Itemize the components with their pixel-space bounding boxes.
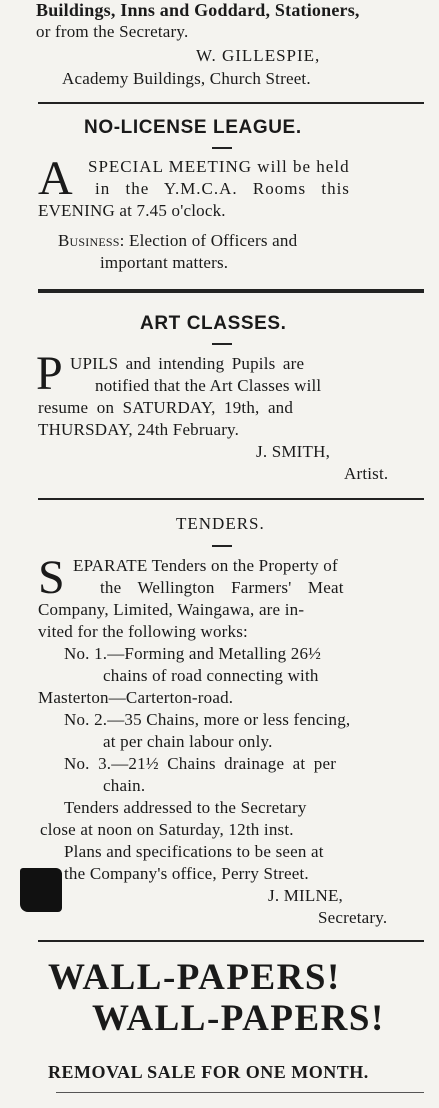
short-rule bbox=[212, 343, 232, 345]
removal-sale: REMOVAL SALE FOR ONE MONTH. bbox=[48, 1062, 369, 1082]
short-rule bbox=[212, 147, 232, 149]
divider bbox=[38, 498, 424, 500]
tenders-name: J. MILNE, bbox=[268, 886, 343, 905]
gillespie-name: W. GILLESPIE, bbox=[196, 46, 321, 65]
divider bbox=[38, 940, 424, 942]
tenders-line-1: EPARATE Tenders on the Property of bbox=[73, 556, 338, 575]
gillespie-line-2: or from the Secretary. bbox=[36, 22, 189, 41]
tenders-close-3: Plans and specifications to be seen at bbox=[64, 842, 324, 861]
art-classes-heading: ART CLASSES. bbox=[140, 313, 287, 334]
tenders-line-2: the Wellington Farmers' Meat bbox=[100, 578, 344, 597]
tenders-item-1a: No. 1.—Forming and Metalling 26½ bbox=[64, 644, 322, 663]
no-license-line-1: SPECIAL MEETING will be held bbox=[88, 157, 350, 176]
art-classes-line-3: resume on SATURDAY, 19th, and bbox=[38, 398, 294, 417]
short-rule bbox=[212, 545, 232, 547]
divider bbox=[38, 289, 424, 293]
tenders-item-3a: No. 3.—21½ Chains drainage at per bbox=[64, 754, 337, 773]
art-classes-line-1: UPILS and intending Pupils are bbox=[70, 354, 305, 373]
no-license-business bbox=[58, 231, 297, 251]
business-text: Election of Officers and bbox=[129, 231, 298, 250]
wallpapers-line-2: WALL-PAPERS! bbox=[92, 998, 385, 1039]
gillespie-address: Academy Buildings, Church Street. bbox=[62, 69, 311, 88]
gillespie-line-1: Buildings, Inns and Goddard, Stationers, bbox=[36, 0, 360, 20]
divider bbox=[38, 102, 424, 104]
tenders-close-2: close at noon on Saturday, 12th inst. bbox=[40, 820, 294, 839]
no-license-heading: NO-LICENSE LEAGUE. bbox=[84, 117, 302, 138]
tenders-item-2b: at per chain labour only. bbox=[103, 732, 273, 751]
tenders-line-4: vited for the following works: bbox=[38, 622, 248, 641]
tenders-item-1b: chains of road connecting with bbox=[103, 666, 319, 685]
tenders-dropcap: S bbox=[38, 551, 65, 604]
art-classes-title: Artist. bbox=[344, 464, 389, 483]
business-label: Business: bbox=[58, 231, 125, 250]
no-license-line-3: EVENING at 7.45 o'clock. bbox=[38, 201, 226, 220]
no-license-dropcap: A bbox=[38, 152, 73, 205]
divider bbox=[56, 1092, 424, 1093]
art-classes-name: J. SMITH, bbox=[256, 442, 331, 461]
tenders-item-2a: No. 2.—35 Chains, more or less fencing, bbox=[64, 710, 351, 729]
art-classes-line-2: notified that the Art Classes will bbox=[95, 376, 322, 395]
tenders-heading: TENDERS. bbox=[176, 514, 265, 533]
tenders-line-3: Company, Limited, Waingawa, are in- bbox=[38, 600, 305, 619]
wallpapers-line-1: WALL-PAPERS! bbox=[48, 957, 341, 998]
art-classes-dropcap: P bbox=[36, 347, 63, 400]
tenders-title: Secretary. bbox=[318, 908, 388, 927]
tenders-item-1c: Masterton—Carterton-road. bbox=[38, 688, 234, 707]
tenders-close-1: Tenders addressed to the Secretary bbox=[64, 798, 307, 817]
no-license-line-2: in the Y.M.C.A. Rooms this bbox=[95, 179, 350, 198]
tenders-close-4: the Company's office, Perry Street. bbox=[64, 864, 309, 883]
art-classes-line-4: THURSDAY, 24th February. bbox=[38, 420, 240, 439]
ink-blot bbox=[20, 868, 62, 912]
no-license-business-2: important matters. bbox=[100, 253, 229, 272]
tenders-item-3b: chain. bbox=[103, 776, 146, 795]
